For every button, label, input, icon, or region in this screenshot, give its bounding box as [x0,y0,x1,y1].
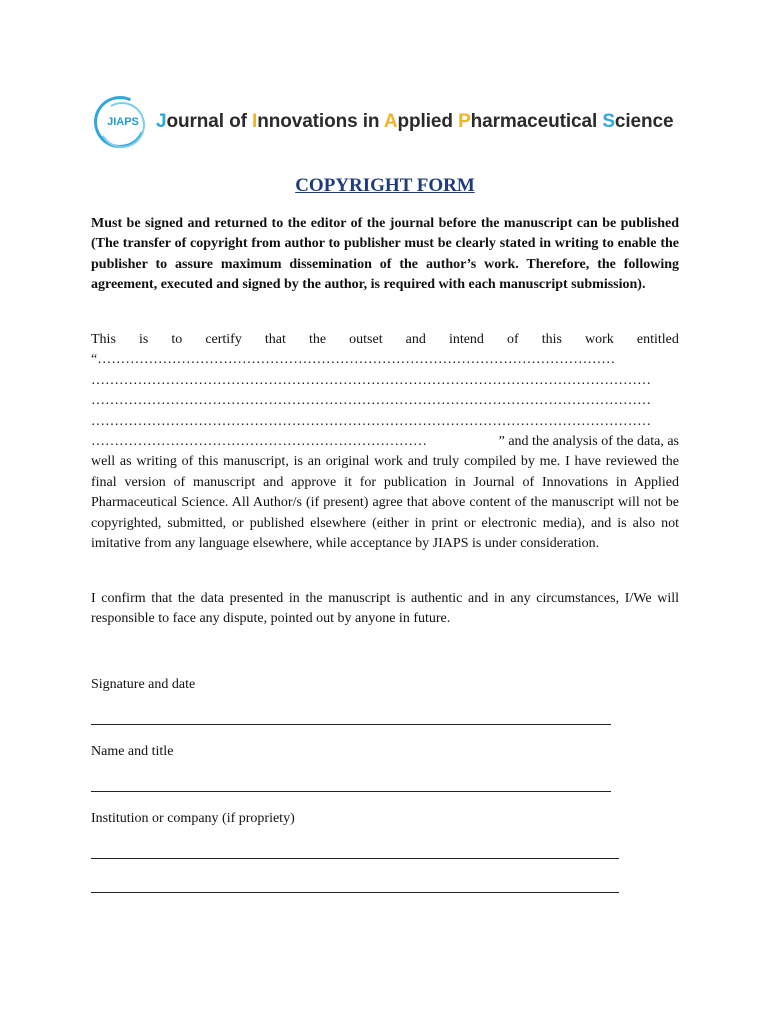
instructions-paragraph: Must be signed and returned to the editor of the journal before the manuscript can be published (The transfer of copyright from author to publisher must be clearly stated in writing to enable the publisher to assure maximum dissemination of the author’s work. Therefore, the following agreement, executed and signed by the author, is required with each manuscript submission). [91,216,679,293]
certify-word: entitled [636,332,679,347]
journal-title-part: S [602,111,615,132]
title-blank-line-3: ………………………………………………………………………………………………………… [91,393,651,409]
certification-paragraph [91,330,679,554]
signature-field[interactable] [91,724,611,725]
journal-title-part: cience [614,111,674,132]
after-title-text: ” and the analysis of the data, as [498,434,679,450]
certify-word: is [138,332,149,347]
journal-header [92,96,692,152]
certify-word: the [308,332,327,347]
name-title-label: Name and title [91,744,174,759]
title-blank-line-1: “………………………………………………………………………………………………… [91,352,616,368]
certify-word: this [541,332,562,347]
confirmation-paragraph: I confirm that the data presented in the manuscript is authentic and in any circumstances, I/We will responsible to face any dispute, pointed out by anyone in future. [91,591,679,627]
journal-title-part: ournal of [166,111,253,132]
title-blank-line-5 [91,432,679,452]
certify-word: This [91,332,116,347]
title-blank-tail: ……………………………………………………………… [91,434,427,450]
certify-word: of [507,332,519,347]
certify-word: that [264,332,286,347]
journal-title-part: A [383,111,398,132]
journal-title-part: harmaceutical [470,111,603,132]
certify-word: intend [448,332,484,347]
certify-word: certify [205,332,242,347]
name-title-field[interactable] [91,791,611,792]
certify-word: and [405,332,426,347]
logo-text: JIAPS [107,116,139,128]
form-title: COPYRIGHT FORM [295,175,475,196]
journal-title-part: P [458,111,471,132]
journal-title-part: nnovations in [257,111,384,132]
journal-title-part: pplied [397,111,459,132]
title-blank-line-2: ………………………………………………………………………………………………………… [91,372,651,388]
institution-field-1[interactable] [91,858,619,859]
certify-body-text: well as writing of this manuscript, is an original work and truly compiled by me. I have reviewed the final version of manuscript and approve it for publication in Journal of Innovations in Applied Pharmaceutical Science. All Author/s (if present) agree that above content of the manuscript will not be copyrighted, submitted, or published elsewhere (either in print or electronic media), and is also not imitative from any language elsewhere, while acceptance by JIAPS is under consideration. [91,454,679,552]
institution-field-2[interactable] [91,892,619,893]
certify-word: to [171,332,183,347]
journal-title-part: J [156,111,167,132]
institution-label: Institution or company (if propriety) [91,811,295,826]
signature-label: Signature and date [91,677,196,692]
certify-word: outset [349,332,383,347]
title-blank-line-4: ………………………………………………………………………………………………………… [91,413,651,429]
journal-title [156,111,673,133]
journal-title-part: I [252,111,258,132]
journal-logo [92,96,152,152]
certify-word: work [585,332,614,347]
certify-first-line [91,330,679,350]
